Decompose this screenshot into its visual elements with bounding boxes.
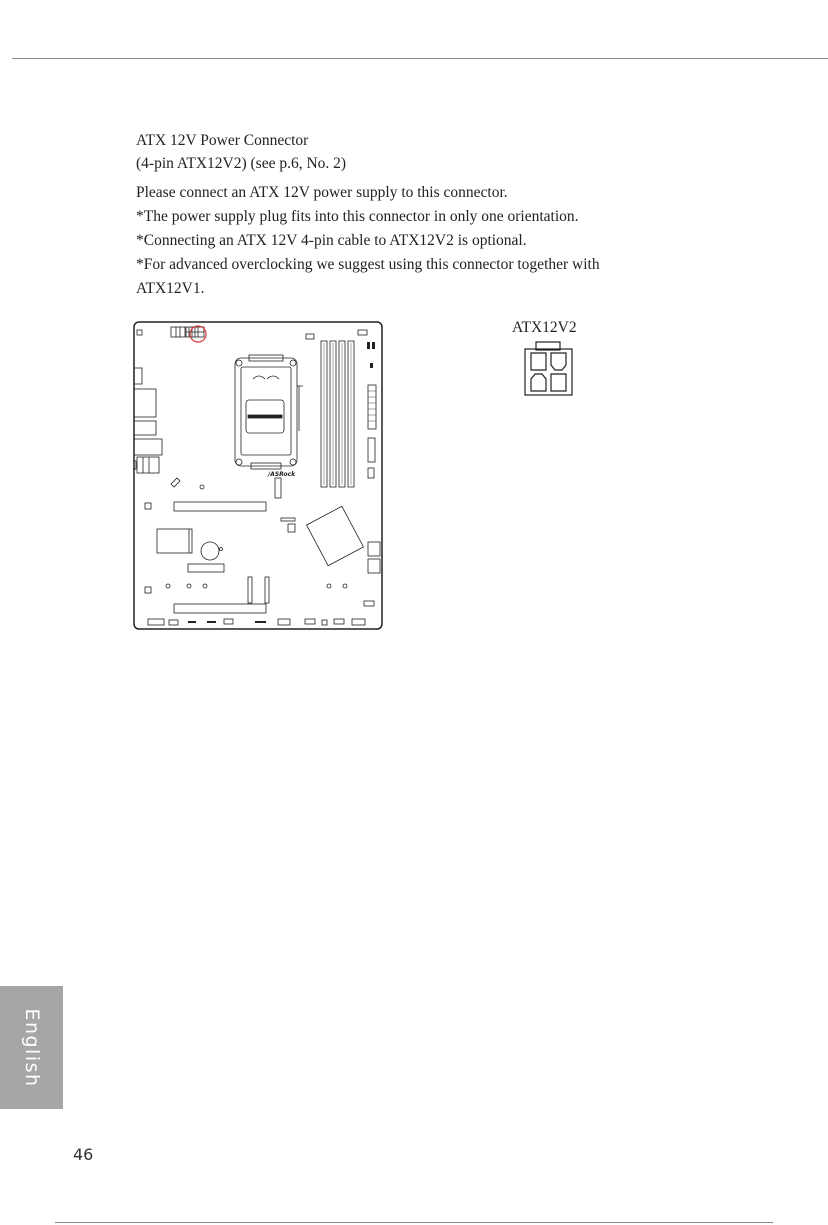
body-note: *For advanced overclocking we suggest using this connector together with ATX12V1. xyxy=(136,256,600,297)
footer-rule xyxy=(55,1222,773,1223)
body-paragraph: Please connect an ATX 12V power supply to this connector. xyxy=(136,184,508,201)
section-body xyxy=(136,181,656,301)
header-rule xyxy=(12,58,828,59)
body-note: *The power supply plug fits into this connector in only one orientation. xyxy=(136,208,579,225)
board-brand-text: /ASRock xyxy=(268,471,296,478)
body-note: *Connecting an ATX 12V 4-pin cable to ATX12V2 is optional. xyxy=(136,232,527,249)
page-number: 46 xyxy=(73,1145,94,1164)
motherboard-diagram xyxy=(133,321,385,633)
heading-line-1: ATX 12V Power Connector xyxy=(136,132,309,149)
pin-square-bottom-right xyxy=(551,374,566,391)
heading-line-2: (4-pin ATX12V2) (see p.6, No. 2) xyxy=(136,155,347,172)
pin-rounded-top-right xyxy=(551,353,566,370)
connector-label: ATX12V2 xyxy=(512,319,577,336)
language-tab-label: English xyxy=(20,1007,43,1088)
section-heading xyxy=(136,129,346,175)
language-tab xyxy=(0,986,63,1109)
pin-square-top-left xyxy=(531,353,546,370)
pin-rounded-bottom-left xyxy=(531,374,546,391)
atx12v2-connector-diagram xyxy=(524,341,574,397)
